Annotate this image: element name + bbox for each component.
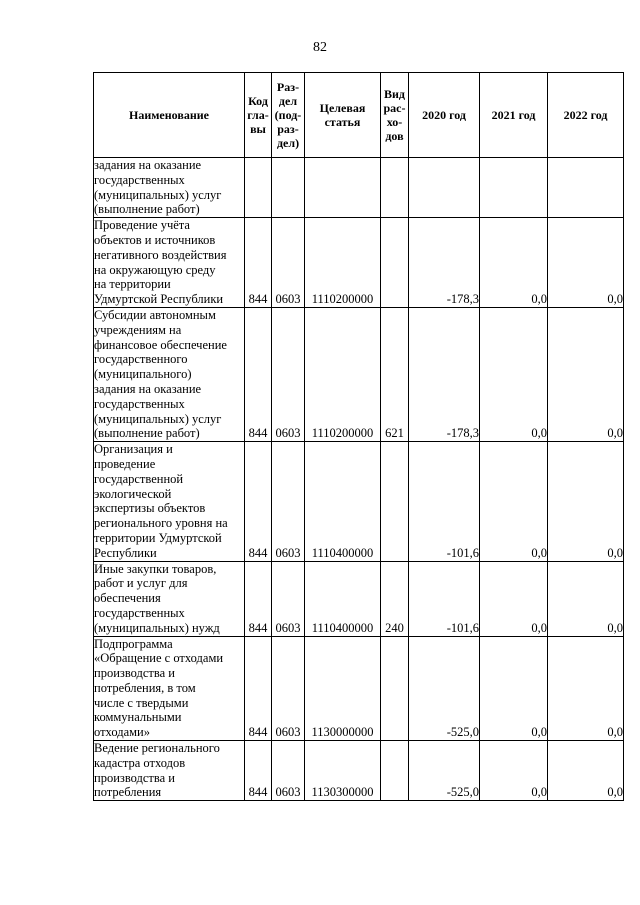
row-name: Субсидии автономным учреждениям на финансовое обеспечение государственного (муниципального) задания на оказание государственных (муниципальных) услуг (выполнение работ)	[94, 307, 245, 441]
row-expense-type: 240	[381, 561, 409, 636]
row-2022: 0,0	[548, 307, 624, 441]
row-2021: 0,0	[480, 442, 548, 561]
row-section	[272, 158, 305, 218]
row-2021: 0,0	[480, 218, 548, 308]
row-2020: -178,3	[409, 218, 480, 308]
row-2022	[548, 158, 624, 218]
row-name: Проведение учёта объектов и источников негативного воздействия на окружающую среду на территории Удмуртской Республики	[94, 218, 245, 308]
row-chapter: 844	[245, 741, 272, 801]
row-name: Подпрограмма «Обращение с отходами производства и потребления, в том числе с твердыми коммунальными отходами»	[94, 636, 245, 741]
row-section: 0603	[272, 307, 305, 441]
row-2020: -525,0	[409, 636, 480, 741]
row-2020: -178,3	[409, 307, 480, 441]
row-name: Иные закупки товаров, работ и услуг для обеспечения государственных (муниципальных) нужд	[94, 561, 245, 636]
row-2021	[480, 158, 548, 218]
header-expense-type: Вид рас- хо- дов	[381, 73, 409, 158]
row-section: 0603	[272, 561, 305, 636]
header-section: Раз- дел (под- раз- дел)	[272, 73, 305, 158]
table-row	[94, 307, 624, 441]
row-section: 0603	[272, 218, 305, 308]
row-expense-type: 621	[381, 307, 409, 441]
row-chapter: 844	[245, 307, 272, 441]
row-name: задания на оказание государственных (муниципальных) услуг (выполнение работ)	[94, 158, 245, 218]
row-target: 1110200000	[305, 218, 381, 308]
row-2021: 0,0	[480, 561, 548, 636]
budget-table	[93, 72, 624, 801]
table-row	[94, 561, 624, 636]
row-target: 1110400000	[305, 561, 381, 636]
table-header-row	[94, 73, 624, 158]
row-target: 1130300000	[305, 741, 381, 801]
header-2022: 2022 год	[548, 73, 624, 158]
row-target: 1110200000	[305, 307, 381, 441]
row-target	[305, 158, 381, 218]
row-2022: 0,0	[548, 218, 624, 308]
row-2021: 0,0	[480, 636, 548, 741]
row-name: Ведение регионального кадастра отходов производства и потребления	[94, 741, 245, 801]
row-name: Организация и проведение государственной экологической экспертизы объектов регионального уровня на территории Удмуртской Республики	[94, 442, 245, 561]
row-2020: -101,6	[409, 442, 480, 561]
row-section: 0603	[272, 741, 305, 801]
row-section: 0603	[272, 636, 305, 741]
table-row	[94, 218, 624, 308]
row-2020: -525,0	[409, 741, 480, 801]
row-target: 1110400000	[305, 442, 381, 561]
row-chapter: 844	[245, 442, 272, 561]
row-chapter: 844	[245, 561, 272, 636]
row-2022: 0,0	[548, 561, 624, 636]
row-chapter: 844	[245, 636, 272, 741]
row-2020	[409, 158, 480, 218]
row-expense-type	[381, 636, 409, 741]
header-target-article: Целевая статья	[305, 73, 381, 158]
header-chapter-code: Код гла- вы	[245, 73, 272, 158]
header-2020: 2020 год	[409, 73, 480, 158]
row-2022: 0,0	[548, 636, 624, 741]
row-chapter	[245, 158, 272, 218]
row-2020: -101,6	[409, 561, 480, 636]
table-row	[94, 158, 624, 218]
table-row	[94, 741, 624, 801]
page-number: 82	[313, 40, 327, 55]
table-row	[94, 442, 624, 561]
row-2022: 0,0	[548, 741, 624, 801]
row-expense-type	[381, 158, 409, 218]
row-2022: 0,0	[548, 442, 624, 561]
row-2021: 0,0	[480, 307, 548, 441]
row-chapter: 844	[245, 218, 272, 308]
table-row	[94, 636, 624, 741]
row-2021: 0,0	[480, 741, 548, 801]
row-expense-type	[381, 442, 409, 561]
row-target: 1130000000	[305, 636, 381, 741]
row-expense-type	[381, 741, 409, 801]
header-2021: 2021 год	[480, 73, 548, 158]
row-section: 0603	[272, 442, 305, 561]
header-name: Наименование	[94, 73, 245, 158]
row-expense-type	[381, 218, 409, 308]
